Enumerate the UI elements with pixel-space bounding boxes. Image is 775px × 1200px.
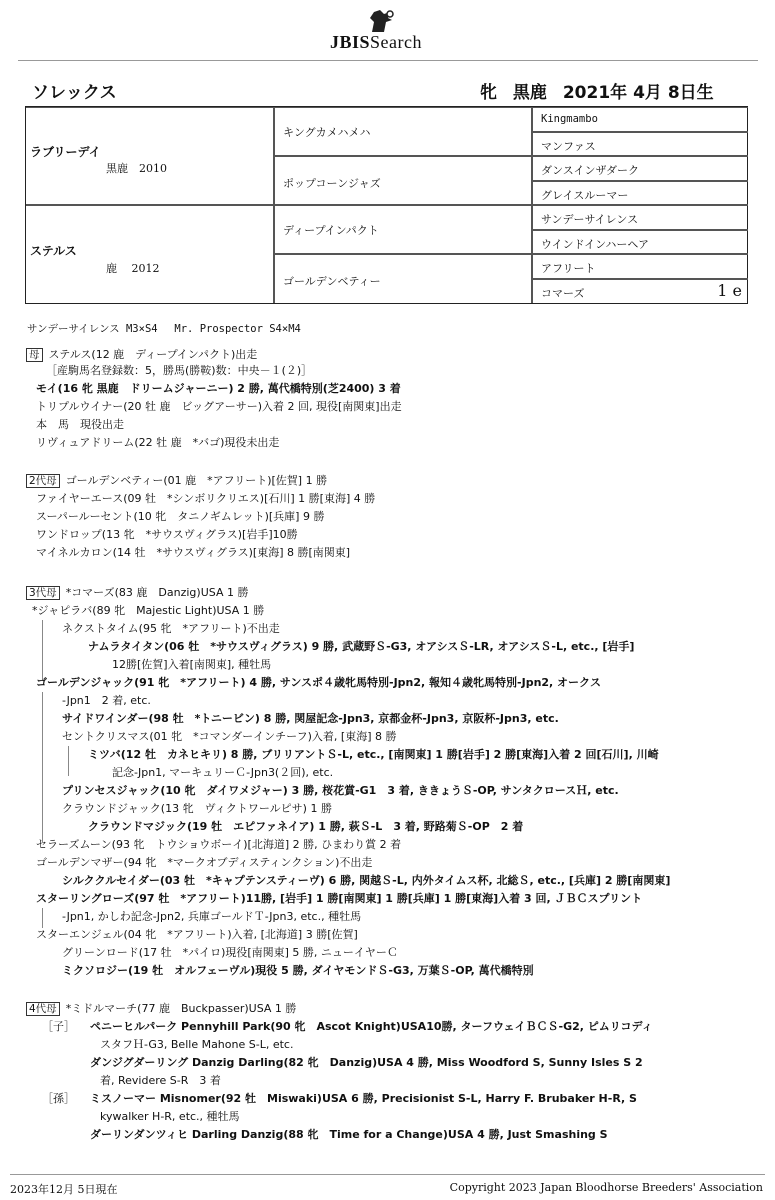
line-text: *ミドルマーチ(77 鹿 Buckpasser)USA 1 勝: [65, 1002, 297, 1015]
line-text: ミスノーマー Misnomer(92 牡 Miswaki)USA 6 勝, Precisionist S-L, Harry F. Brubaker H-R, S: [90, 1092, 637, 1105]
tree-line: [68, 746, 69, 776]
line-text: *コマーズ(83 鹿 Danzig)USA 1 勝: [65, 586, 249, 599]
pedigree-dam-cell: [26, 205, 274, 303]
section-tag: 3代母: [26, 586, 60, 600]
section-line: スターエンジェル(04 牝 *アフリート)入着, [北海道] 3 勝[佐賀]: [36, 928, 358, 941]
section-line: 12勝[佐賀]入着[南関東], 種牡馬: [112, 658, 272, 671]
section-line: ワンドロップ(13 牝 *サウスヴィグラス)[岩手]10勝: [36, 528, 298, 541]
section-line: [90, 1020, 653, 1034]
section-line: セラーズムーン(93 牝 トウショウボーイ)[北海道] 2 勝, ひまわり賞 2 着: [36, 838, 402, 851]
section-line: マイネルカロン(14 牡 *サウスヴィグラス)[東海] 8 勝[南関東]: [36, 546, 351, 559]
section-line: セントクリスマス(01 牝 *コマンダーインチーフ)入着, [東海] 8 勝: [62, 730, 397, 743]
section-line: [88, 748, 659, 762]
logo-jbis: JBIS: [330, 32, 371, 52]
section-line: [62, 874, 670, 888]
pedigree-g3-cell: [532, 132, 748, 156]
section-line: [26, 1002, 296, 1016]
tree-line: [42, 692, 43, 842]
section-line: ネクストタイム(95 牝 *アフリート)不出走: [62, 622, 280, 635]
tree-line: [42, 620, 43, 680]
pedigree-g2-cell: [274, 156, 532, 205]
section-line: ［産駒馬名登録数：5，勝馬(勝鞍)数：中央－１(２)］: [46, 364, 313, 377]
line-text: プリンセスジャック(10 牝 ダイワメジャー) 3 勝, 桜花賞-G1 3 着, ききょうＳ-OP, サンタクロースＨ, etc.: [62, 784, 619, 797]
section-line: [90, 1056, 643, 1070]
section-line: [62, 784, 619, 798]
line-text: サイドワインダー(98 牡 *トニービン) 8 勝, 関屋記念-Jpn3, 京都金杯-Jpn3, 京阪杯-Jpn3, etc.: [62, 712, 559, 725]
section-line: スーパールーセント(10 牝 タニノギムレット)[兵庫] 9 勝: [36, 510, 325, 523]
section-tag: 4代母: [26, 1002, 60, 1016]
g2-name: ディープインパクト: [283, 224, 379, 237]
sire-name: ラブリーデイ: [30, 145, 101, 159]
section-line: ゴールデンマザー(94 牝 *マークオブディスティンクション)不出走: [36, 856, 373, 869]
line-text: スターリングローズ(97 牡 *アフリート)11勝, [岩手] 1 勝[南関東] 1 勝[兵庫] 1 勝[東海]入着 3 回, ＪＢＣスプリント: [36, 892, 643, 905]
pedigree-g2-cell: [274, 205, 532, 254]
section-line: [36, 382, 401, 396]
report-date: 2023年12月 5日現在: [10, 1183, 118, 1196]
section-line: -Jpn1, かしわ記念-Jpn2, 兵庫ゴールドＴ-Jpn3, etc., 種牡馬: [62, 910, 362, 923]
horse-info: [480, 78, 724, 103]
pedigree-g3-cell: [532, 205, 748, 230]
g3-name: サンデーサイレンス: [541, 213, 639, 226]
section-line: [90, 1128, 608, 1142]
section-line: 記念-Jpn1, マーキュリーＣ-Jpn3(２回), etc.: [112, 766, 334, 779]
g3-name: ダンスインザダーク: [541, 164, 640, 177]
section-line: ［子］: [42, 1020, 75, 1033]
section-line: 着, Revidere S-R 3 着: [100, 1074, 221, 1087]
section-line: スタフＨ-G3, Belle Mahone S-L, etc.: [100, 1038, 294, 1051]
line-text: ダンジグダーリング Danzig Darling(82 牝 Danzig)USA 4 勝, Miss Woodford S, Sunny Isles S 2: [90, 1056, 643, 1069]
horse-color: 黒鹿: [512, 83, 547, 103]
g3-name: Kingmambo: [541, 113, 598, 125]
section-line: クラウンドジャック(13 牝 ヴィクトワールピサ) 1 勝: [62, 802, 332, 815]
pedigree-g2-cell: [274, 254, 532, 303]
line-text: ゴールデンジャック(91 牝 *アフリート) 4 勝, サンスポ４歳牝馬特別-Jpn2, 報知４歳牝馬特別-Jpn2, オークス: [36, 676, 601, 689]
section-line: kywalker H-R, etc., 種牡馬: [100, 1110, 240, 1123]
section-line: グリーンロード(17 牡 *パイロ)現役[南関東] 5 勝, ニューイヤーＣ: [62, 946, 398, 959]
dam-name: ステルス: [30, 244, 77, 258]
header-rule: [18, 60, 758, 61]
horse-birth: 2021年 4月 8日生: [562, 83, 714, 103]
g2-name: キングカメハメハ: [283, 126, 371, 139]
dam-info: 鹿 2012: [106, 262, 160, 275]
section-tag: 母: [26, 348, 43, 362]
pedigree-table: [25, 106, 748, 304]
section-line: [88, 820, 523, 834]
horse-logo-icon: [366, 8, 396, 34]
g3-name: コマーズ: [541, 287, 585, 300]
pedigree-g2-cell: [274, 107, 532, 156]
section-line: *ジャピラバ(89 牝 Majestic Light)USA 1 勝: [32, 604, 265, 617]
section-line: [62, 712, 559, 726]
line-text: ナムラタイタン(06 牡 *サウスヴィグラス) 9 勝, 武蔵野Ｓ-G3, オアシスＳ-LR, オアシスＳ-L, etc., [岩手]: [88, 640, 635, 653]
horse-sex: 牝: [480, 83, 497, 103]
logo-search: Search: [370, 32, 423, 52]
line-text: ミクソロジー(19 牡 オルフェーヴル)現役 5 勝, ダイヤモンドＳ-G3, 万葉Ｓ-OP, 萬代橋特別: [62, 964, 534, 977]
pedigree-g3-cell: [532, 279, 748, 303]
line-text: モイ(16 牝 黒鹿 ドリームジャーニー) 2 勝, 萬代橋特別(芝2400) 3 着: [36, 382, 401, 395]
section-tag: 2代母: [26, 474, 60, 488]
pedigree-g3-cell: [532, 254, 748, 279]
pedigree-g3-cell: [532, 156, 748, 181]
section-line: [26, 348, 257, 362]
section-line: トリプルウイナー(20 牡 鹿 ビッグアーサー)入着 2 回, 現役[南関東]出走: [36, 400, 402, 413]
sire-info: 黒鹿 2010: [106, 162, 167, 175]
line-text: ゴールデンベティー(01 鹿 *アフリート)[佐賀] 1 勝: [65, 474, 328, 487]
section-line: [90, 1092, 637, 1106]
pedigree-g3-cell: [532, 107, 748, 132]
line-text: ペニーヒルパーク Pennyhill Park(90 牝 Ascot Knight)USA10勝, ターフウェイＢＣＳ-G2, ピムリコディ: [90, 1020, 653, 1033]
pedigree-g3-cell: [532, 230, 748, 254]
section-line: [88, 640, 634, 654]
section-line: [62, 964, 534, 978]
g3-name: グレイスルーマー: [541, 189, 629, 202]
section-line: [36, 676, 601, 690]
jbis-search-logo[interactable]: [326, 8, 466, 54]
g2-name: ポップコーンジャズ: [283, 177, 381, 190]
line-text: シルククルセイダー(03 牡 *キャプテンスティーヴ) 6 勝, 関越Ｓ-L, 内外タイムス杯, 北総Ｓ, etc., [兵庫] 2 勝[南関東]: [62, 874, 671, 887]
section-line: ファイヤーエース(09 牡 *シンボリクリエス)[石川] 1 勝[東海] 4 勝: [36, 492, 376, 505]
line-text: クラウンドマジック(19 牡 エピファネイア) 1 勝, 萩Ｓ-L 3 着, 野路菊Ｓ-OP 2 着: [88, 820, 524, 833]
section-line: ［孫］: [42, 1092, 75, 1105]
section-line: -Jpn1 2 着, etc.: [62, 694, 151, 707]
g3-name: マンファス: [541, 140, 596, 153]
section-line: [26, 474, 327, 488]
g3-name: アフリート: [541, 262, 596, 275]
g2-name: ゴールデンベティー: [283, 275, 381, 288]
footer-rule: [10, 1174, 765, 1175]
g3-name: ウインドインハーヘア: [541, 238, 650, 251]
line-text: ダーリンダンツィヒ Darling Danzig(88 牝 Time for a Change)USA 4 勝, Just Smashing S: [90, 1128, 608, 1141]
section-line: リヴィュアドリーム(22 牡 鹿 *バゴ)現役未出走: [36, 436, 280, 449]
inbreeding-cross: サンデーサイレンス M3×S4 Mr. Prospector S4×M4: [27, 323, 301, 335]
pedigree-sire-cell: [26, 107, 274, 205]
section-line: [26, 586, 248, 600]
section-line: [36, 892, 642, 906]
family-number: 1 e: [717, 281, 742, 300]
section-line: 本 馬 現役出走: [36, 418, 124, 431]
line-text: ミツバ(12 牡 カネヒキリ) 8 勝, ブリリアントＳ-L, etc., [南関東] 1 勝[岩手] 2 勝[東海]入着 2 回[石川], 川崎: [88, 748, 659, 761]
horse-name: ソレックス: [32, 83, 117, 103]
pedigree-g3-cell: [532, 181, 748, 205]
line-text: ステルス(12 鹿 ディープインパクト)出走: [48, 348, 258, 361]
tree-line: [42, 908, 43, 928]
copyright: Copyright 2023 Japan Bloodhorse Breeders' Association: [449, 1181, 763, 1194]
